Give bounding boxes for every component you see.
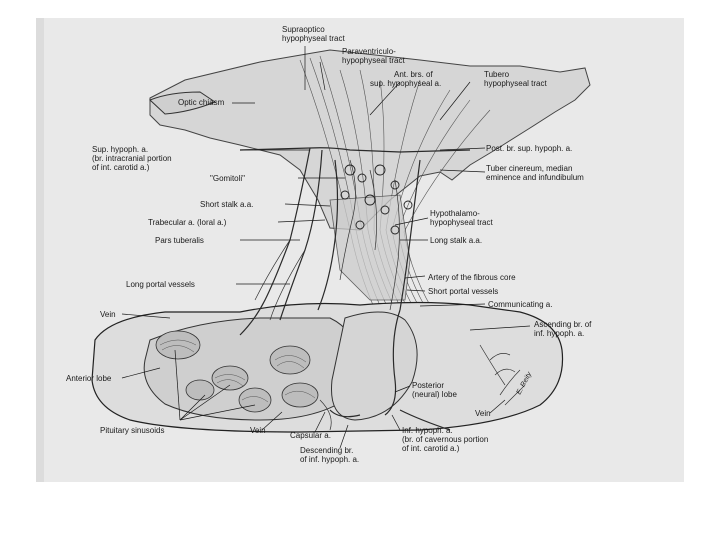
artist-signature: E. Reity — [515, 371, 534, 396]
label-gomitoli: "Gomitoli" — [210, 174, 246, 183]
label-artery-fibrous-core: Artery of the fibrous core — [428, 273, 516, 282]
label-ascending-br: Ascending br. of inf. hypoph. a. — [534, 320, 592, 338]
label-ant-brs-sup-hypoph: Ant. brs. of sup. hypophyseal a. — [370, 70, 442, 88]
label-pars-tuberalis: Pars tuberalis — [155, 236, 204, 245]
label-hypothalamo-tract: Hypothalamo-hypophyseal tract — [430, 209, 493, 227]
label-posterior-lobe: Posterior (neural) lobe — [412, 381, 457, 399]
label-vein-right: Vein — [475, 409, 491, 418]
label-anterior-lobe: Anterior lobe — [66, 374, 112, 383]
label-sup-hypoph-a: Sup. hypoph. a. (br. intracranial portion of int. carotid a.) — [92, 145, 172, 172]
label-paraventricular-tract: Paraventriculo-hypophyseal tract — [342, 47, 405, 65]
label-optic-chiasm: Optic chiasm — [178, 98, 225, 107]
label-vein-left: Vein — [100, 310, 116, 319]
label-long-stalk: Long stalk a.a. — [430, 236, 483, 245]
label-long-portal-vessels: Long portal vessels — [126, 280, 195, 289]
label-short-stalk: Short stalk a.a. — [200, 200, 254, 209]
scan-gutter — [36, 18, 44, 482]
label-trabecular-a: Trabecular a. (loral a.) — [148, 218, 227, 227]
label-pituitary-sinusoids: Pituitary sinusoids — [100, 426, 165, 435]
label-communicating-a: Communicating a. — [488, 300, 553, 309]
label-inf-hypoph-a: Inf. hypoph. a. (br. of cavernous portion of int. carotid a.) — [402, 426, 489, 453]
label-post-br-sup-hypoph: Post. br. sup. hypoph. a. — [486, 144, 573, 153]
label-capsular-a: Capsular a. — [290, 431, 331, 440]
label-short-portal-vessels: Short portal vessels — [428, 287, 499, 296]
label-descending-br: Descending br. of inf. hypoph. a. — [300, 446, 360, 464]
label-tuber-cinereum: Tuber cinereum, median eminence and infundibulum — [486, 164, 584, 182]
label-supraoptic-tract: Supraoptico hypophyseal tract — [282, 25, 345, 43]
label-vein-bottom: Vein — [250, 426, 266, 435]
label-tubero-hypophyseal-tract: Tubero hypophyseal tract — [484, 70, 547, 88]
